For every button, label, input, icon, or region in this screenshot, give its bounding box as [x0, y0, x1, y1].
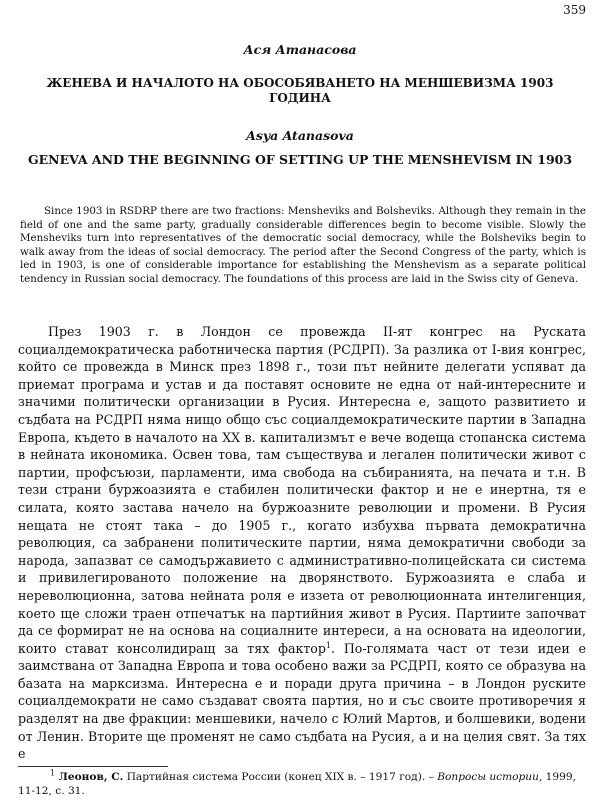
- body-text-part-2: . По-голямата част от тези идеи е заимствана от Западна Европа и това особено важи за РСДРП, която се образува на базата на марксизма. Интересна е и поради друга причина – в Лондон руските социалдемократи не само създават своята партия, но и със своите противоречия я разделят на две фракции: меншевики, начело с Юлий Мартов, и болшевики, водени от Ленин. Вторите ще променят не само съдбата на Русия, а и на целия свят. За тях е: [18, 640, 586, 762]
- body-paragraph: [18, 323, 586, 763]
- footnote-divider: [18, 766, 168, 767]
- footnote-rest: , 1999, 11-12, с. 31.: [18, 771, 577, 797]
- footnote-journal: Вопросы истории: [437, 771, 539, 783]
- article-title-english-text: GENEVA AND THE BEGINNING OF SETTING UP THE MENSHEVISM IN 1903: [27, 152, 573, 167]
- footnote-text: Партийная система России (конец XIX в. – 1917 год). –: [123, 771, 438, 783]
- page-number: 359: [563, 3, 586, 17]
- author-name-english: [0, 128, 600, 143]
- article-title-bulgarian: [20, 76, 580, 106]
- author-name-bulgarian-text: Ася Атанасова: [243, 42, 357, 57]
- author-name-english-text: Asya Atanasova: [246, 128, 354, 143]
- body-text-part-1: През 1903 г. в Лондон се провежда II-ят конгрес на Руската социалдемократическа работническа партия (РСДРП). За разлика от I-вия конгрес, който се провежда в Минск през 1898 г., този път нейните делегати успяват да приемат програма и устав и да поставят основите не една от най-интересните и значими политически организации в Русия. Интересна е, защото развитието и съдбата на РСДРП няма нищо общо със социалдемократическите партии в Западна Европа, където в началото на XX в. капитализмът е вече водеща стопанска система в нейната икономика. Освен това, там съществува и легален политически живот с партии, профсъюзи, парламенти, има свобода на събиранията, на печата и т.н. В тези страни буржоазията е стабилен политически фактор и не е инертна, тя е силата, която застава начело на буржоазните революции и промени. В Русия нещата не стоят така – до 1905 г., когато избухва първата демократична революция, са забранени политическите партии, няма демократични свободи за народа, запазват се самодържавието с административно-полицейската си система и привилегированото положение на дворянството. Буржоазията е слаба и нереволюционна, затова нейната роля е иззета от революционната интелигенция, което ще сложи траен отпечатък на партийния живот в Русия. Партиите започват да се формират не на основа на социалните интереси, а на основата на идеологии, които стават консолидиращ за тях фактор: [18, 324, 586, 656]
- abstract: Since 1903 in RSDRP there are two fractions: Mensheviks and Bolsheviks. Although they remain in the field of one and the same party, gradually considerable differences begin to become visible. Slowly the Mensheviks turn into representatives of the democratic social democracy, while the Bolsheviks begin to walk away from the ideas of social democracy. The period after the Second Congress of the party, which is led in 1903, is one of considerable importance for establishing the Menshevism as a separate political tendency in Russian social democracy. The foundations of this process are laid in the Swiss city of Geneva.: [20, 205, 586, 285]
- footnote-number: 1: [50, 768, 56, 778]
- footnote: [18, 770, 586, 798]
- author-name-bulgarian: [0, 42, 600, 57]
- footnote-reference[interactable]: 1: [325, 640, 332, 650]
- footnote-author: Леонов, С.: [58, 771, 124, 783]
- article-title-english: [20, 152, 580, 168]
- article-title-bulgarian-text: ЖЕНЕВА И НАЧАЛОТО НА ОБОСОБЯВАНЕТО НА МЕНШЕВИЗМА 1903 ГОДИНА: [46, 76, 554, 105]
